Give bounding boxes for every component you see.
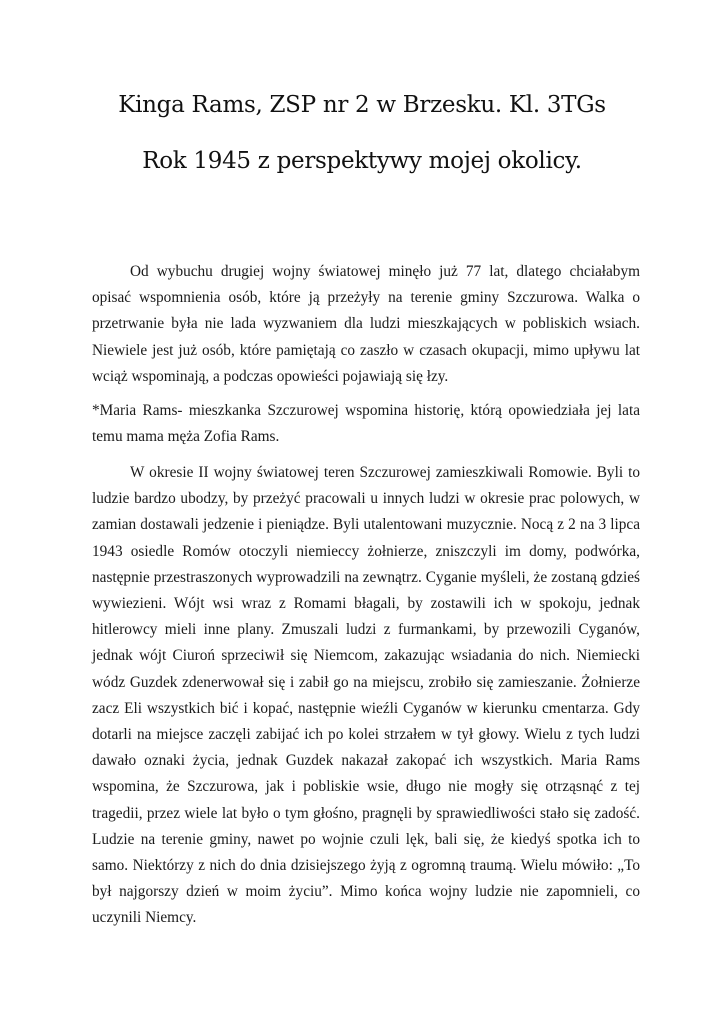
document-subtitle: Rok 1945 z perspektywy mojej okolicy. bbox=[142, 148, 582, 174]
paragraph-story: W okresie II wojny światowej teren Szczurowej zamieszkiwali Romowie. Byli to ludzie bardzo ubodzy, by przeżyć pracowali u innych ludzi w okresie prac polowych, w zamian dostawali jedzenie i pieniądze. Byli utalentowani muzycznie. Nocą z 2 na 3 lipca 1943 osiedle Romów otoczyli niemieccy żołnierze, zniszczyli im domy, podwórka, następnie przestraszonych wyprowadzili na zewnątrz. Cyganie myśleli, że zostaną gdzieś wywiezieni. Wójt wsi wraz z Romami błagali, by zostawili ich w spokoju, jednak hitlerowcy mieli inne plany. Zmuszali ludzi z furmankami, by przewozili Cyganów, jednak wójt Ciuroń sprzeciwił się Niemcom, zakazując wsiadania do nich. Niemiecki wódz Guzdek zdenerwował się i zabił go na miejscu, zrobiło się zamieszanie. Żołnierze zacz Eli wszystkich bić i kopać, następnie wieźli Cyganów w kierunku cmentarza. Gdy dotarli na miejsce zaczęli zabijać ich po kolei strzałem w tył głowy. Wielu z tych ludzi dawało oznaki życia, jednak Guzdek nakazał zakopać ich wszystkich. Maria Rams wspomina, że Szczurowa, jak i pobliskie wsie, długo nie mogły się otrząsnąć z tej tragedii, przez wiele lat było o tym głośno, pragnęli by sprawiedliwości stało się zadość. Ludzie na terenie gminy, nawet po wojnie czuli lęk, bali się, że kiedyś spotka ich to samo. Niektórzy z nich do dnia dzisiejszego żyją z ogromną traumą. Wielu mówiło: „To był najgorszy dzień w moim życiu”. Mimo końca wojny ludzie nie zapomnieli, co uczynili Niemcy. bbox=[92, 464, 640, 927]
paragraph-intro-block bbox=[92, 259, 640, 390]
paragraph-source-note-block bbox=[92, 398, 640, 450]
paragraph-intro: Od wybuchu drugiej wojny światowej minęło już 77 lat, dlatego chciałabym opisać wspomnienia osób, które ją przeżyły na terenie gminy Szczurowa. Walka o przetrwanie była nie lada wyzwaniem dla ludzi mieszkających w pobliskich wsiach. Niewiele jest już osób, które pamiętają co zaszło w czasach okupacji, mimo upływu lat wciąż wspominają, a podczas opowieści pojawiają się łzy. bbox=[92, 263, 640, 385]
paragraph-source-note: *Maria Rams- mieszkanka Szczurowej wspomina historię, którą opowiedziała jej lata temu mama męża Zofia Rams. bbox=[92, 402, 640, 446]
document-title: Kinga Rams, ZSP nr 2 w Brzesku. Kl. 3TGs bbox=[118, 92, 606, 118]
paragraph-story-block bbox=[92, 460, 640, 932]
